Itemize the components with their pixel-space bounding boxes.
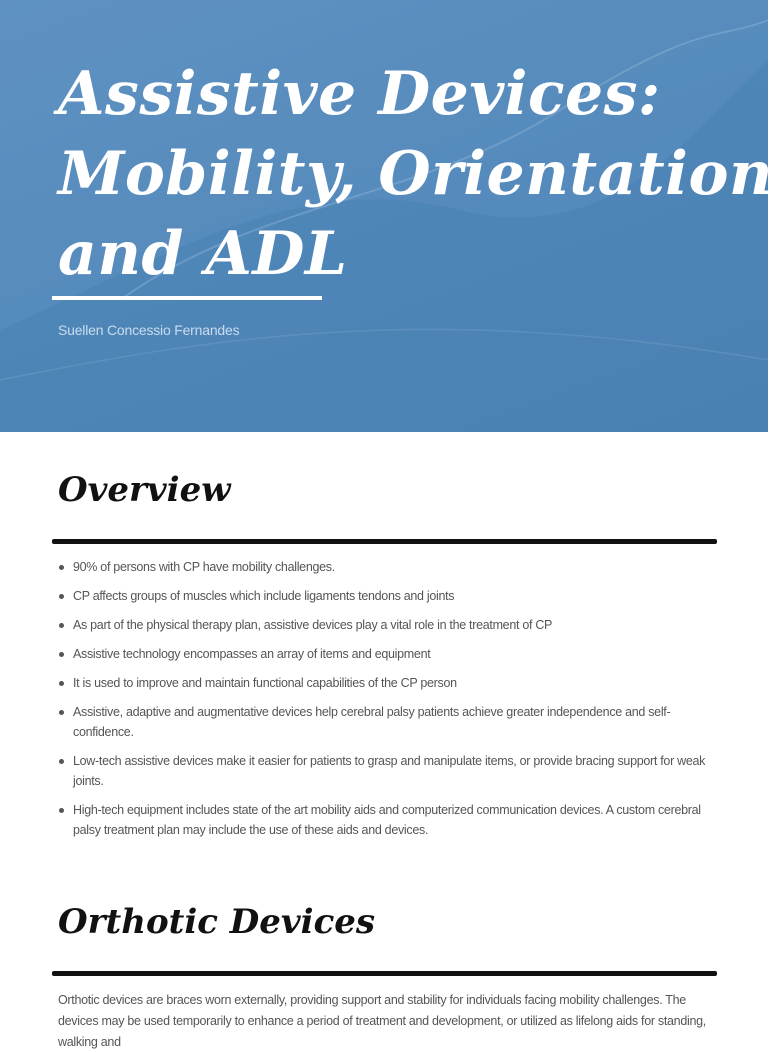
- title-line: and ADL: [58, 219, 348, 289]
- list-item: Low-tech assistive devices make it easier for patients to grasp and manipulate items, or provide bracing support for weak joints.: [58, 751, 718, 791]
- list-item: Assistive, adaptive and augmentative devices help cerebral palsy patients achieve greater independence and self-confidence.: [58, 702, 718, 742]
- overview-divider: [52, 539, 717, 544]
- cover-slide: [0, 0, 773, 432]
- orthotic-paragraph: Orthotic devices are braces worn externally, providing support and stability for individuals facing mobility challenges. The devices may be used temporarily to enhance a period of treatment and development, or utilized as lifelong aids for standing, walking and: [58, 993, 706, 1049]
- list-item: High-tech equipment includes state of the art mobility aids and computerized communication devices. A custom cerebral palsy treatment plan may include the use of these aids and devices.: [58, 800, 718, 840]
- presentation-title: [58, 54, 773, 294]
- title-line: Mobility, Orientation: [58, 139, 773, 209]
- orthotic-divider: [52, 971, 717, 976]
- overview-bullet-list: [58, 557, 718, 849]
- title-line: Assistive Devices:: [58, 59, 661, 129]
- overview-heading: Overview: [58, 470, 231, 510]
- list-item: 90% of persons with CP have mobility challenges.: [58, 557, 718, 577]
- list-item: It is used to improve and maintain functional capabilities of the CP person: [58, 673, 718, 693]
- list-item: As part of the physical therapy plan, assistive devices play a vital role in the treatment of CP: [58, 615, 718, 635]
- orthotic-devices-heading: Orthotic Devices: [58, 902, 376, 942]
- list-item: CP affects groups of muscles which include ligaments tendons and joints: [58, 586, 718, 606]
- title-underline: [52, 296, 322, 300]
- list-item: Assistive technology encompasses an array of items and equipment: [58, 644, 718, 664]
- author-name: Suellen Concessio Fernandes: [58, 322, 240, 338]
